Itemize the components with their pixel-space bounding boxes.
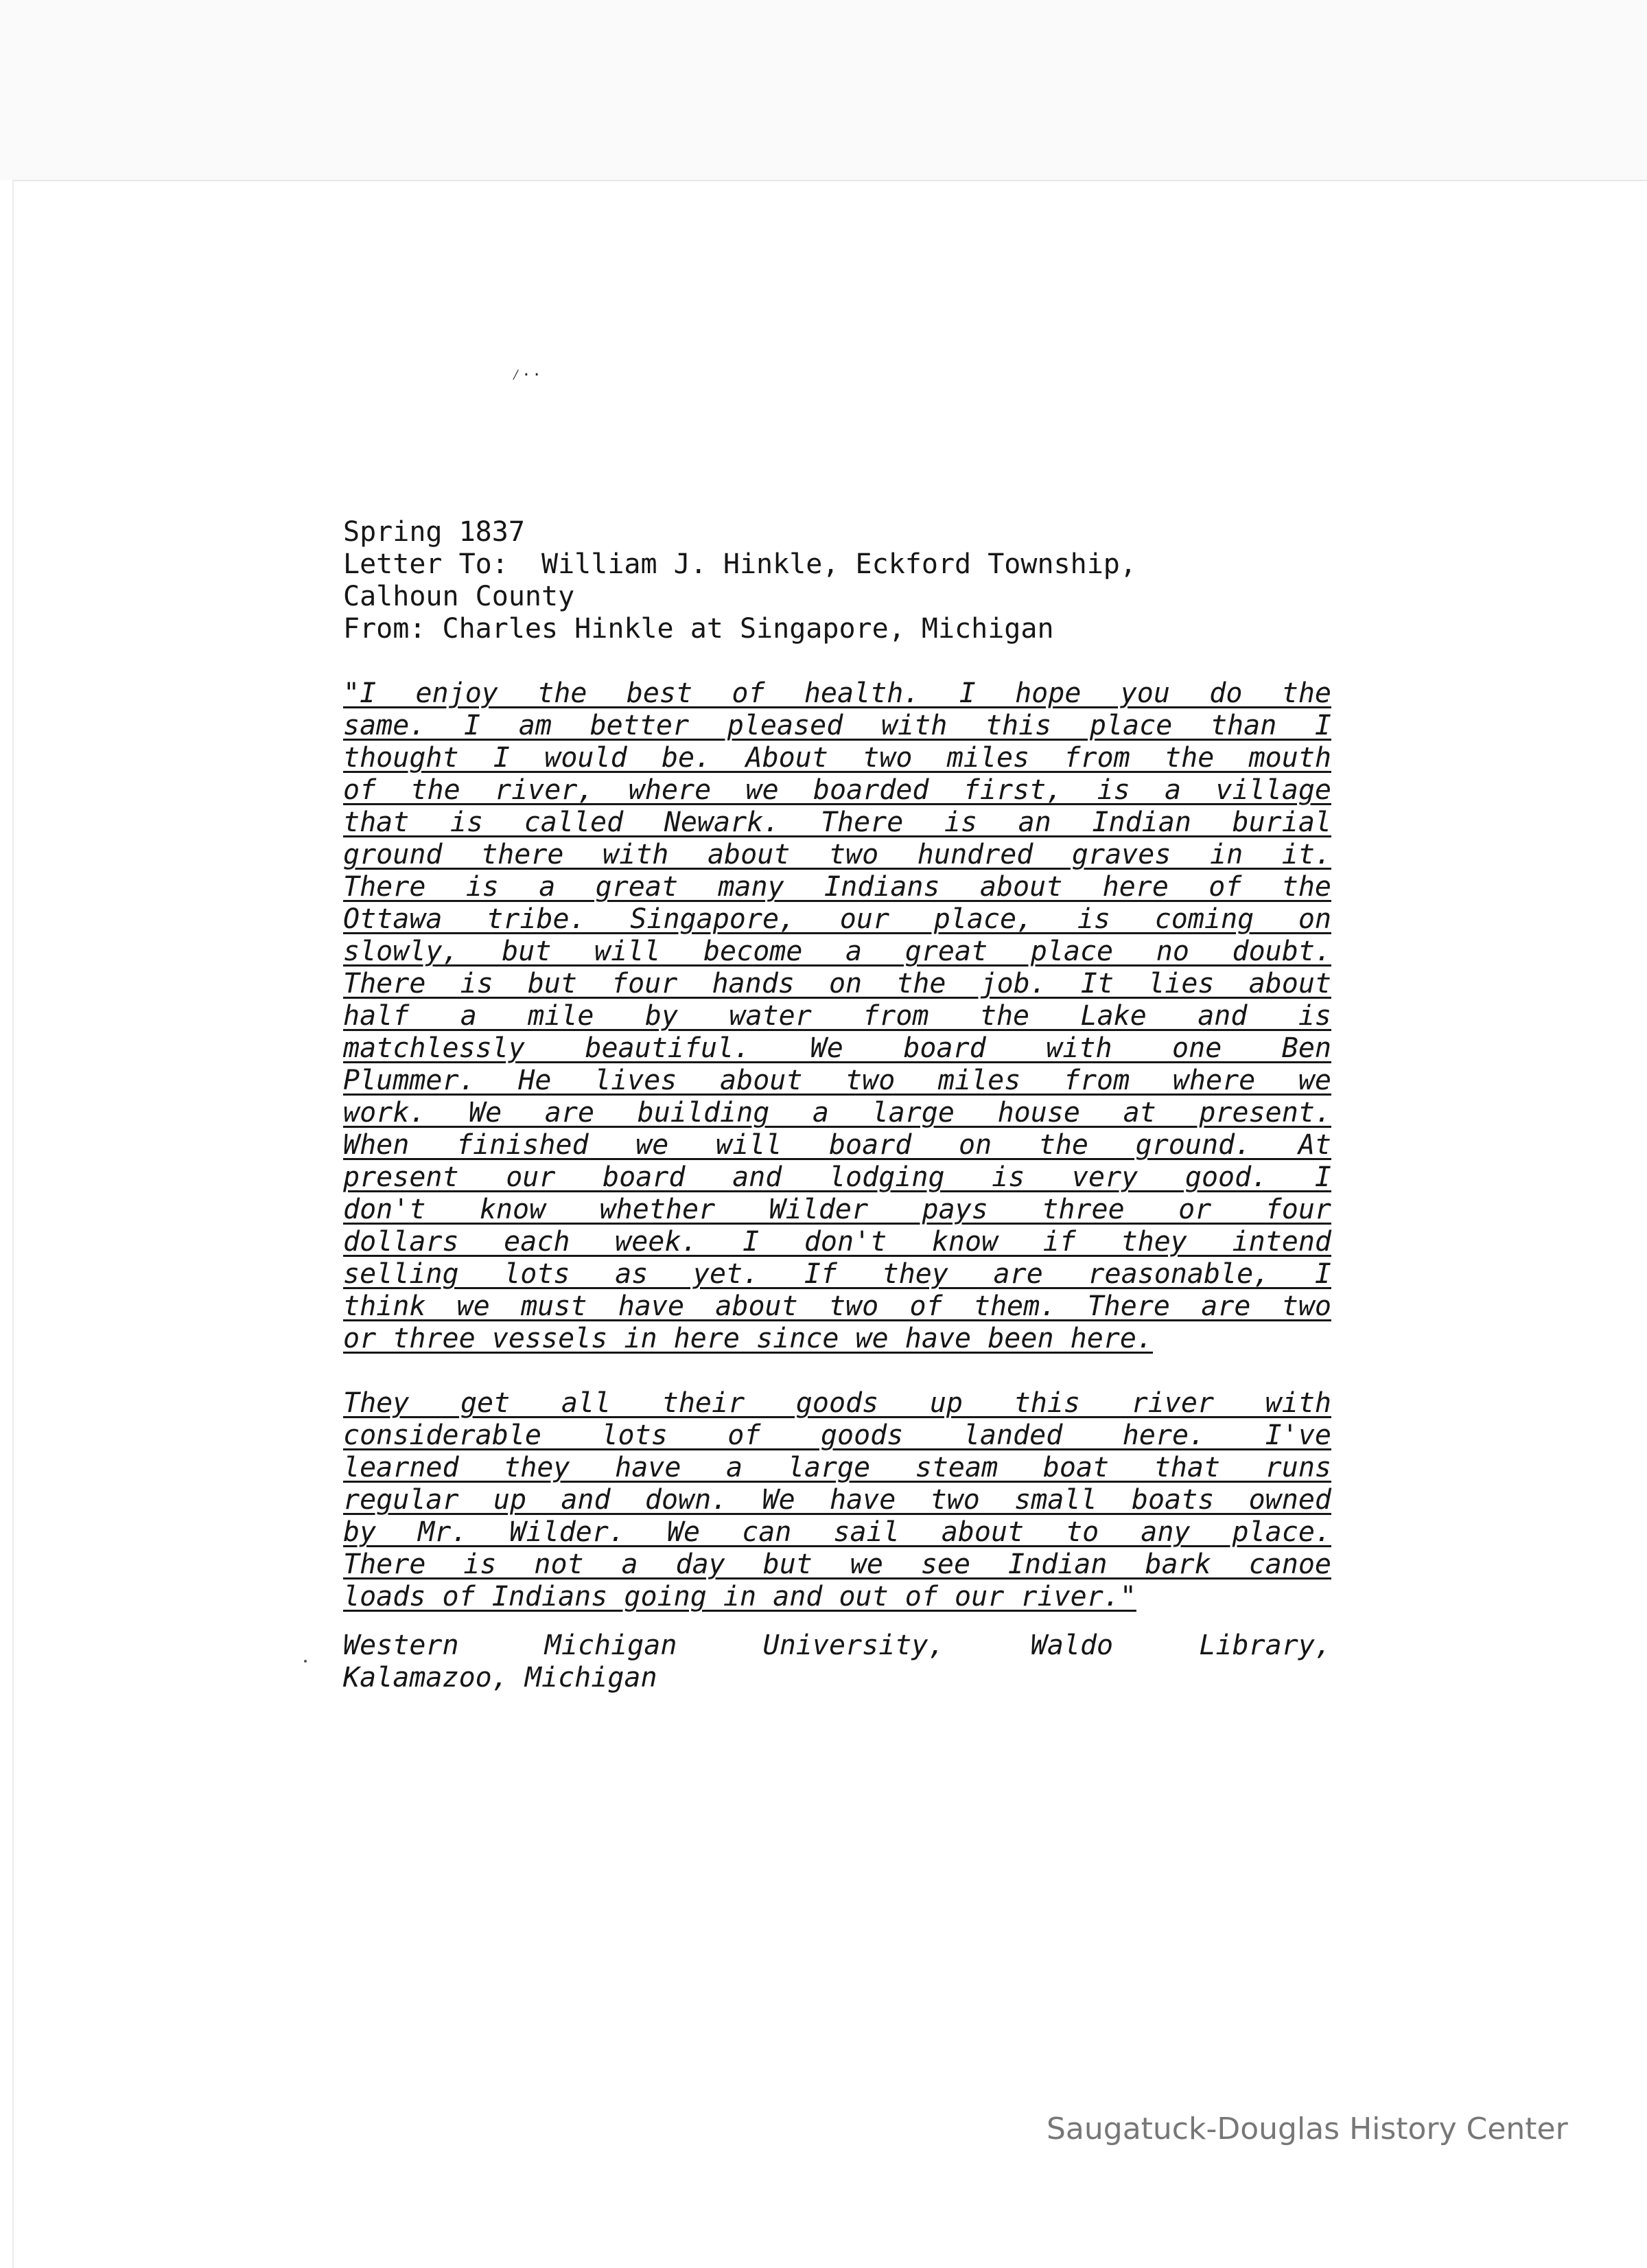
paragraph-line: think we must have about two of them. There are two (343, 1291, 1331, 1322)
paragraph-line: There is not a day but we see Indian bark canoe (343, 1549, 1331, 1580)
paragraph-line: present our board and lodging is very good. I (343, 1161, 1331, 1193)
paragraph-line: considerable lots of goods landed here. I've (343, 1420, 1331, 1451)
archive-watermark: Saugatuck-Douglas History Center (1047, 2111, 1568, 2146)
paragraph-line: matchlessly beautiful. We board with one Ben (343, 1032, 1331, 1064)
letter-transcription (343, 516, 1331, 1694)
paragraph-line: Ottawa tribe. Singapore, our place, is coming on (343, 903, 1331, 935)
stray-pen-mark: ⁄·· (511, 367, 543, 384)
paragraph-line: work. We are building a large house at present. (343, 1097, 1331, 1129)
stray-dot (304, 1660, 307, 1663)
paragraph-line: that is called Newark. There is an Indian burial (343, 807, 1331, 838)
paragraph-line: slowly, but will become a great place no doubt. (343, 936, 1331, 967)
source-line: Kalamazoo, Michigan (343, 1662, 657, 1693)
letter-paragraph-1 (343, 678, 1331, 1355)
scan-margin (0, 0, 1647, 180)
letter-recipient: Letter To: William J. Hinkle, Eckford Township, (343, 548, 1136, 580)
paragraph-line: Plummer. He lives about two miles from where we (343, 1065, 1331, 1096)
paragraph-line: selling lots as yet. If they are reasonable, I (343, 1258, 1331, 1290)
source-line: Western Michigan University, Waldo Library, (343, 1630, 1331, 1661)
paragraph-line: When finished we will board on the ground. At (343, 1129, 1331, 1161)
spacer (343, 1355, 1331, 1387)
letter-paragraph-2 (343, 1387, 1331, 1613)
paragraph-line: "I enjoy the best of health. I hope you do the (343, 678, 1331, 709)
source-citation (343, 1630, 1331, 1694)
paragraph-line: learned they have a large steam boat that runs (343, 1452, 1331, 1483)
paragraph-line: by Mr. Wilder. We can sail about to any place. (343, 1516, 1331, 1548)
paragraph-line: ground there with about two hundred graves in it. (343, 839, 1331, 870)
paragraph-line: thought I would be. About two miles from the mouth (343, 742, 1331, 774)
paragraph-line: They get all their goods up this river with (343, 1387, 1331, 1419)
paragraph-line: or three vessels in here since we have been here. (343, 1323, 1154, 1354)
letter-date: Spring 1837 (343, 516, 525, 548)
paragraph-line: dollars each week. I don't know if they intend (343, 1226, 1331, 1258)
paragraph-line: There is a great many Indians about here of the (343, 871, 1331, 903)
paragraph-line: half a mile by water from the Lake and is (343, 1000, 1331, 1032)
paragraph-line: regular up and down. We have two small boats owned (343, 1484, 1331, 1516)
letter-sender: From: Charles Hinkle at Singapore, Michigan (343, 613, 1054, 645)
paragraph-line: of the river, where we boarded first, is a village (343, 774, 1331, 806)
spacer (343, 645, 1331, 678)
paragraph-line: same. I am better pleased with this place than I (343, 710, 1331, 741)
spacer (343, 1613, 1331, 1630)
paragraph-line: don't know whether Wilder pays three or four (343, 1194, 1331, 1225)
letter-recipient-county: Calhoun County (343, 581, 575, 612)
paragraph-line: There is but four hands on the job. It lies about (343, 968, 1331, 999)
paragraph-line: loads of Indians going in and out of our river." (343, 1581, 1136, 1612)
